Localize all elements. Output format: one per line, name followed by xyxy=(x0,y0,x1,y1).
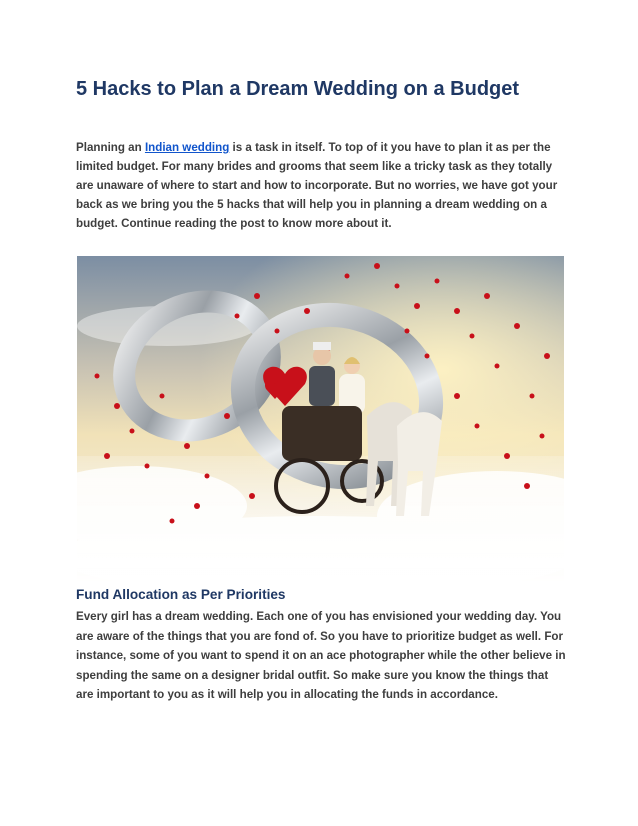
section-body: Every girl has a dream wedding. Each one of you has envisioned your wedding day. You are aware of the things that you are fond of. So you have to prioritize budget as well. For instance, some of you want to spend it on an ace photographer while the other believe in spending the same on a designer bridal outfit. So make sure you know the things that are important to you as it will help you in allocating the funds in accordance. xyxy=(76,610,566,702)
indian-wedding-link[interactable]: Indian wedding xyxy=(144,141,230,154)
intro-text-start: Planning an xyxy=(76,141,145,154)
article-title: 5 Hacks to Plan a Dream Wedding on a Budget xyxy=(76,78,520,100)
wedding-illustration xyxy=(77,256,564,581)
intro-paragraph xyxy=(76,138,566,233)
intro-text-rest: is a task in itself. To top of it you have to plan it as per the limited budget. For many brides and grooms that seem like a tricky task as they totally are unaware of where to start and how to incorporate. But no worries, we have got your back as we bring you the 5 hacks that will help you in planning a dream wedding on a budget. Continue reading the post to know more about it. xyxy=(76,141,558,230)
section-heading: Fund Allocation as Per Priorities xyxy=(76,587,286,602)
